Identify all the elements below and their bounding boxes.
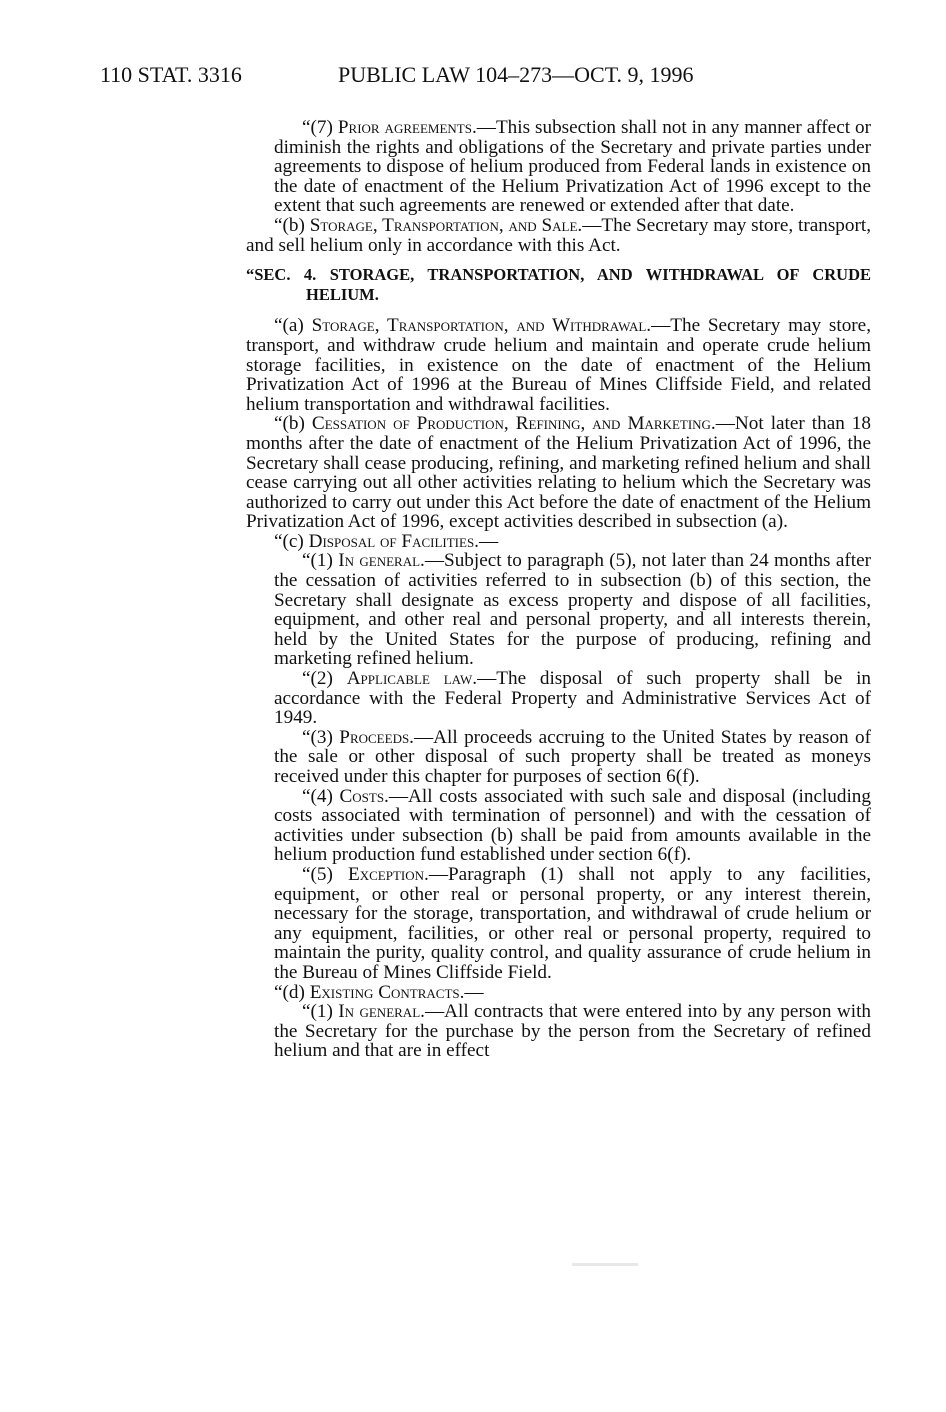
paragraph-prior-agreements — [246, 118, 871, 216]
paragraph-mark: “(b) — [274, 214, 310, 236]
paragraph-heading: Applicable law. — [346, 668, 478, 690]
paragraph-mark: “(3) — [302, 726, 340, 748]
paragraph-heading: Existing Contracts. — [309, 981, 465, 1003]
paragraph-disposal-of-facilities — [246, 532, 871, 552]
page-header — [100, 62, 800, 92]
paragraph-mark: “(1) — [302, 1001, 339, 1023]
paragraph-in-general — [246, 551, 871, 669]
paragraph-heading: Storage, Transportation, and Withdrawal. — [311, 315, 652, 337]
stat-reference: 110 STAT. 3316 — [100, 62, 242, 87]
paragraph-text: — — [464, 981, 484, 1003]
paragraph-text: —The Secretary may store, transport, and withdraw crude helium and maintain and operate crude helium storage facilities, in existence on the date of enactment of the Helium Privatization Act of 1996 at the Bureau of Mines Cliffside Field, and related helium transportation and withdrawal facilities. — [246, 315, 871, 415]
paragraph-mark: “(b) — [274, 413, 312, 435]
paragraph-heading: In general. — [338, 1001, 425, 1023]
paragraph-text: —This subsection shall not in any manner affect or diminish the rights and obligations of the Secretary and private parties under agreements to dispose of helium produced from Federal lands in existence on the date of enactment of the Helium Privatization Act of 1996 except to the extent that such agreements are renewed or extended after that date. — [274, 117, 871, 217]
paragraph-mark: “(5) — [302, 863, 349, 885]
document-body — [246, 118, 871, 1061]
paragraph-applicable-law — [246, 669, 871, 728]
paragraph-heading: Storage, Transportation, and Sale. — [309, 214, 583, 236]
paragraph-heading: Cessation of Production, Refining, and Marketing. — [311, 413, 716, 435]
paragraph-mark: “(1) — [302, 550, 339, 572]
paragraph-exception — [246, 865, 871, 983]
paragraph-heading: Proceeds. — [339, 726, 414, 748]
paragraph-text: —All contracts that were entered into by any person with the Secretary for the purchase by the person from the Secretary of refined helium and that are in effect — [274, 1001, 872, 1062]
paragraph-heading: Exception. — [348, 863, 429, 885]
scan-smudge — [572, 1263, 638, 1266]
section-heading: “SEC. 4. STORAGE, TRANSPORTATION, AND WITHDRAWAL OF CRUDE HELIUM. — [246, 265, 871, 304]
paragraph-text: —All costs associated with such sale and disposal (including costs associated with termination of personnel) and with the cessation of activities under subsection (b) shall be paid from amounts available in the helium production fund established under section 6(f). — [274, 785, 871, 866]
paragraph-proceeds — [246, 728, 871, 787]
paragraph-text: — — [478, 530, 499, 552]
paragraph-text: —The Secretary may store, transport, and sell helium only in accordance with this Act. — [246, 214, 872, 256]
paragraph-text: —The disposal of such property shall be in accordance with the Federal Property and Administrative Services Act of 1949. — [274, 668, 872, 729]
paragraph-text: —All proceeds accruing to the United States by reason of the sale or other disposal of such property shall be treated as moneys received under this chapter for purposes of section 6(f). — [274, 726, 871, 787]
paragraph-costs — [246, 787, 871, 865]
paragraph-mark: “(2) — [302, 668, 347, 690]
paragraph-text: —Subject to paragraph (5), not later than 24 months after the cessation of activities referred to in subsection (b) of this section, the Secretary shall designate as excess property and dispose of all facilities, equipment, and other real and personal property, and all interests therein, held by the United States for the purpose of producing, refining and marketing refined helium. — [274, 550, 872, 670]
paragraph-text: —Paragraph (1) shall not apply to any facilities, equipment, or other real or personal property, or any interest therein, necessary for the storage, transportation, and withdrawal of crude helium or any equipment, facilities, or other real or personal property, required to maintain the purity, quality control, and quality assurance of crude helium in the Bureau of Mines Cliffside Field. — [274, 863, 871, 983]
paragraph-mark: “(d) — [274, 981, 310, 1003]
paragraph-heading: In general. — [338, 550, 425, 572]
paragraph-heading: Disposal of Facilities. — [308, 530, 479, 552]
paragraph-contracts-in-general — [246, 1002, 871, 1061]
paragraph-existing-contracts — [246, 983, 871, 1003]
paragraph-heading: Costs. — [339, 785, 389, 807]
paragraph-mark: “(4) — [302, 785, 340, 807]
paragraph-mark: “(7) — [302, 117, 338, 138]
paragraph-cessation — [246, 414, 871, 532]
paragraph-storage-transportation-sale — [246, 216, 871, 255]
paragraph-text: —Not later than 18 months after the date of enactment of the Helium Privatization Act of 1996, the Secretary shall cease producing, refining, and marketing refined helium and shall cease carrying out all other activities relating to helium which the Secretary was authorized to carry out under this Act before the date of enactment of the Helium Privatization Act of 1996, except activities described in subsection (a). — [246, 413, 871, 533]
paragraph-mark: “(c) — [274, 530, 309, 552]
law-title: PUBLIC LAW 104–273—OCT. 9, 1996 — [338, 62, 694, 87]
paragraph-storage-withdrawal — [246, 316, 871, 414]
paragraph-mark: “(a) — [274, 315, 312, 337]
paragraph-heading: Prior agreements. — [337, 117, 477, 138]
